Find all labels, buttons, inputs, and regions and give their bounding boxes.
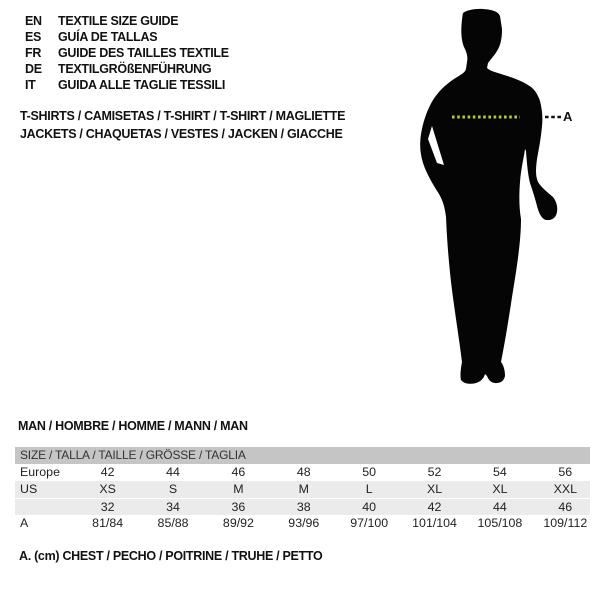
size-cell: XL: [492, 482, 508, 496]
language-row-es: [25, 29, 229, 45]
row-label: A: [20, 516, 29, 530]
size-cell: 44: [493, 500, 507, 514]
language-code: DE: [25, 62, 42, 76]
size-cell: S: [168, 482, 178, 496]
row-label: US: [20, 482, 38, 496]
size-cell: 42: [100, 465, 115, 479]
language-code: FR: [25, 46, 42, 60]
category-tshirts-line: T-SHIRTS / CAMISETAS / T-SHIRT / T-SHIRT / MAGLIETTE: [20, 109, 346, 123]
size-cell: XL: [426, 482, 443, 496]
language-code: IT: [25, 78, 36, 92]
category-jackets-line: JACKETS / CHAQUETAS / VESTES / JACKEN / GIACCHE: [20, 127, 343, 141]
language-row-it: [25, 77, 229, 93]
size-cell: 46: [558, 500, 573, 514]
size-cell: 40: [362, 500, 377, 514]
size-cell: L: [365, 482, 373, 496]
size-table: [15, 447, 598, 532]
silhouette-body: [420, 9, 557, 384]
size-cell: 97/100: [350, 516, 389, 530]
language-row-fr: [25, 45, 229, 61]
size-cell: 52: [427, 465, 442, 479]
measure-label-a: A: [563, 109, 573, 124]
language-title: GUIDE DES TAILLES TEXTILE: [58, 46, 229, 60]
section-title-man: MAN / HOMBRE / HOMME / MANN / MAN: [18, 419, 248, 433]
table-row-us: [15, 481, 598, 498]
size-cell: M: [233, 482, 244, 496]
footnote-chest-measure: A. (cm) CHEST / PECHO / POITRINE / TRUHE / PETTO: [19, 549, 323, 563]
language-title: TEXTILGRÖßENFÜHRUNG: [58, 62, 212, 76]
size-cell: 54: [493, 465, 507, 479]
language-title: TEXTILE SIZE GUIDE: [58, 14, 179, 28]
size-cell: 46: [231, 465, 246, 479]
man-silhouette-figure: [415, 5, 575, 390]
language-row-en: [25, 13, 229, 29]
size-cell: 85/88: [157, 516, 189, 530]
size-cell: 32: [100, 500, 115, 514]
size-cell: 50: [362, 465, 377, 479]
language-code: ES: [25, 30, 42, 44]
table-row-chest-a: [15, 515, 598, 532]
table-row-europe: [15, 464, 598, 481]
row-label: Europe: [20, 465, 60, 479]
language-code: EN: [25, 14, 42, 28]
size-table-header: SIZE / TALLA / TAILLE / GRÖSSE / TAGLIA: [15, 447, 598, 464]
size-cell: 42: [427, 500, 442, 514]
language-row-de: [25, 61, 229, 77]
size-cell: XXL: [553, 482, 578, 496]
size-cell: 101/104: [412, 516, 457, 530]
man-silhouette-svg: [415, 5, 575, 390]
size-cell: XS: [99, 482, 116, 496]
language-title: GUIDA ALLE TAGLIE TESSILI: [58, 78, 226, 92]
size-cell: M: [298, 482, 309, 496]
language-list: [25, 13, 229, 93]
category-headings: [20, 107, 345, 143]
size-cell: 93/96: [288, 516, 320, 530]
size-cell: 38: [296, 500, 311, 514]
size-cell: 34: [166, 500, 180, 514]
language-title: GUÍA DE TALLAS: [58, 30, 158, 44]
size-cell: 105/108: [477, 516, 523, 530]
size-cell: 36: [231, 500, 246, 514]
size-cell: 89/92: [222, 516, 254, 530]
size-cell: 56: [558, 465, 573, 479]
size-cell: 109/112: [543, 516, 588, 530]
size-cell: 81/84: [92, 516, 124, 530]
size-cell: 48: [296, 465, 311, 479]
size-cell: 44: [166, 465, 180, 479]
table-row-eu-alt: [15, 498, 598, 515]
